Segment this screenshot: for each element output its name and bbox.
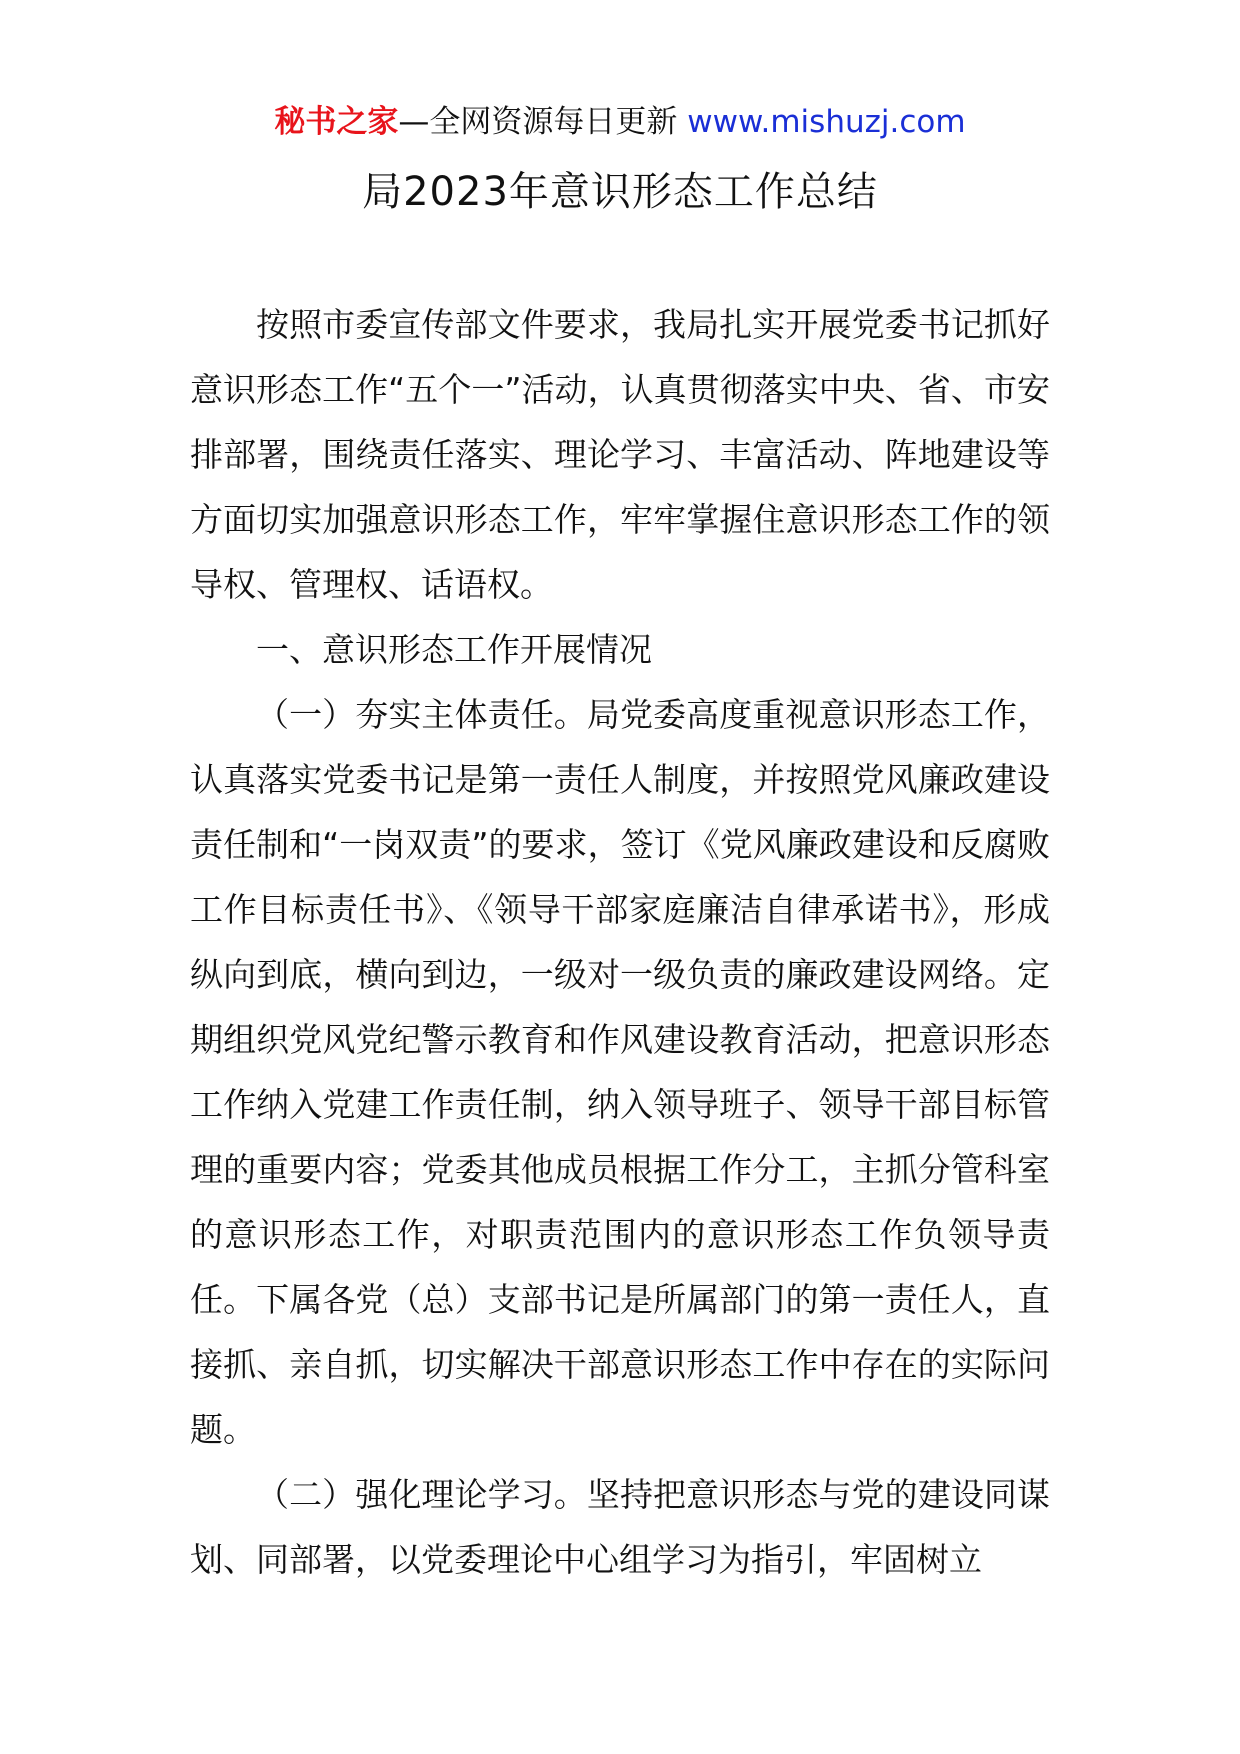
website-link[interactable]: www.mishuzj.com [687, 104, 966, 140]
watermark-header [0, 100, 1240, 144]
subsection-paragraph-1: （一）夯实主体责任。局党委高度重视意识形态工作，认真落实党委书记是第一责任人制度，并按照党风廉政建设责任制和“一岗双责”的要求，签订《党风廉政建设和反腐败工作目标责任书》、《领导干部家庭廉洁自律承诺书》，形成纵向到底，横向到边，一级对一级负责的廉政建设网络。定期组织党风党纪警示教育和作风建设教育活动，把意识形态工作纳入党建工作责任制，纳入领导班子、领导干部目标管理的重要内容；党委其他成员根据工作分工，主抓分管科室的意识形态工作，对职责范围内的意识形态工作负领导责任。下属各党（总）支部书记是所属部门的第一责任人，直接抓、亲自抓，切实解决干部意识形态工作中存在的实际问题。 [190, 695, 1050, 1449]
brand-name: 秘书之家 [274, 104, 399, 140]
document-title: 局2023年意识形态工作总结 [362, 169, 878, 215]
intro-paragraph: 按照市委宣传部文件要求，我局扎实开展党委书记抓好意识形态工作“五个一”活动，认真贯彻落实中央、省、市安排部署，围绕责任落实、理论学习、丰富活动、阵地建设等方面切实加强意识形态工作，牢牢掌握住意识形态工作的领导权、管理权、话语权。 [190, 305, 1050, 604]
document-body [190, 292, 1050, 1592]
header-tagline: —全网资源每日更新 [398, 104, 688, 140]
subsection-paragraph-2: （二）强化理论学习。坚持把意识形态与党的建设同谋划、同部署，以党委理论中心组学习为指引，牢固树立 [190, 1475, 1050, 1579]
section-heading: 一、意识形态工作开展情况 [256, 630, 652, 669]
